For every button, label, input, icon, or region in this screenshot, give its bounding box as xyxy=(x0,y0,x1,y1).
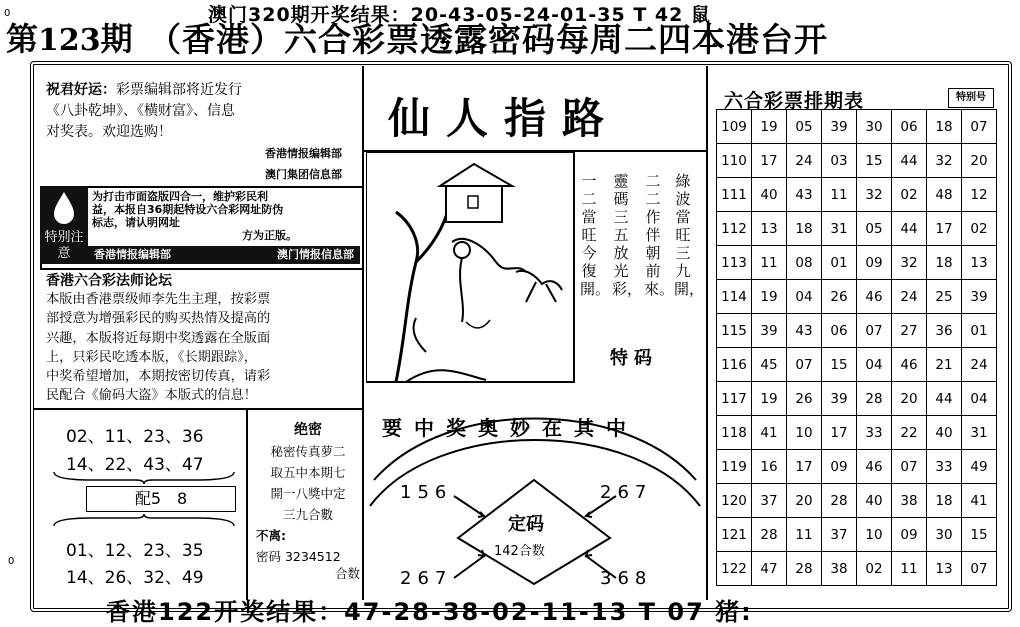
tebie-badge: 特别号 xyxy=(948,88,994,108)
number-row: 02、11、23、36 xyxy=(66,427,204,447)
forum-line: 中奖希望增加，本期按密切传真，请彩 xyxy=(46,369,271,385)
greeting-signature: 澳门集团信息部 xyxy=(265,168,342,181)
table-row xyxy=(717,280,997,314)
diamond-number: 267 xyxy=(600,482,653,503)
poem-column: 一二當旺今復開。 xyxy=(580,172,611,298)
number-cell: 33 xyxy=(927,450,962,484)
brace-icon xyxy=(52,514,236,528)
number-cell: 44 xyxy=(927,382,962,416)
table-row xyxy=(717,518,997,552)
table-row xyxy=(717,144,997,178)
poem-column: 二二作伴朝前來。 xyxy=(644,172,675,298)
special-number-cell: 13 xyxy=(962,246,997,280)
number-cell: 17 xyxy=(822,416,857,450)
number-cell: 31 xyxy=(822,212,857,246)
issue-cell: 109 xyxy=(717,110,752,144)
issue-cell: 116 xyxy=(717,348,752,382)
number-cell: 24 xyxy=(787,144,822,178)
number-row: 14、22、43、47 xyxy=(66,455,204,475)
number-cell: 16 xyxy=(752,450,787,484)
special-number-cell: 20 xyxy=(962,144,997,178)
table-row xyxy=(717,178,997,212)
number-cell: 17 xyxy=(752,144,787,178)
number-row: 14、26、32、49 xyxy=(66,568,204,588)
divider xyxy=(706,66,708,600)
issue-suffix: 期 xyxy=(100,20,133,58)
number-cell: 11 xyxy=(752,246,787,280)
number-cell: 46 xyxy=(892,348,927,382)
number-cell: 28 xyxy=(787,552,822,586)
issue-value: 123 xyxy=(38,23,101,58)
special-number-cell: 24 xyxy=(962,348,997,382)
number-cell: 44 xyxy=(892,144,927,178)
notice-signature: 香港情报编辑部 xyxy=(94,248,171,261)
number-cell: 11 xyxy=(822,178,857,212)
tema-label: 特码 xyxy=(610,348,658,369)
number-cell: 06 xyxy=(892,110,927,144)
forum-title: 香港六合彩法师论坛 xyxy=(46,273,172,289)
number-row: 01、12、23、35 xyxy=(66,541,204,561)
forum-body xyxy=(46,290,364,406)
special-number-cell: 39 xyxy=(962,280,997,314)
number-cell: 32 xyxy=(927,144,962,178)
number-cell: 01 xyxy=(822,246,857,280)
secret-line: 三九合數 xyxy=(282,507,333,522)
greeting-block xyxy=(46,80,356,185)
number-cell: 46 xyxy=(857,450,892,484)
secret-buli: 不离: xyxy=(256,528,286,543)
issue-cell: 110 xyxy=(717,144,752,178)
number-cell: 46 xyxy=(857,280,892,314)
table-row xyxy=(717,484,997,518)
number-cell: 47 xyxy=(752,552,787,586)
issue-cell: 118 xyxy=(717,416,752,450)
poem-column: 靈碼三五放光彩， xyxy=(612,172,643,298)
secret-code: 密码 3234512 xyxy=(256,549,341,564)
number-cell: 28 xyxy=(857,382,892,416)
number-cell: 18 xyxy=(927,110,962,144)
number-cell: 02 xyxy=(892,178,927,212)
number-cell: 05 xyxy=(857,212,892,246)
number-cell: 07 xyxy=(787,348,822,382)
number-cell: 45 xyxy=(752,348,787,382)
number-cell: 37 xyxy=(752,484,787,518)
number-cell: 03 xyxy=(822,144,857,178)
number-cell: 13 xyxy=(927,552,962,586)
special-number-cell: 01 xyxy=(962,314,997,348)
number-cell: 40 xyxy=(752,178,787,212)
notice-line: 标志，请认明网址 xyxy=(92,216,180,229)
number-cell: 36 xyxy=(927,314,962,348)
issue-cell: 111 xyxy=(717,178,752,212)
hk-result-banner: 香港122开奖结果：47-28-38-02-11-13 T 07 猪: xyxy=(106,598,753,626)
number-cell: 22 xyxy=(892,416,927,450)
issue-number xyxy=(6,14,133,60)
margin-mark: 0 xyxy=(8,556,15,567)
number-cell: 10 xyxy=(787,416,822,450)
forum-line: 本版由香港票级师李先生主理，按彩票 xyxy=(46,292,271,307)
number-cell: 07 xyxy=(892,450,927,484)
number-cell: 25 xyxy=(927,280,962,314)
margin-mark: 0 xyxy=(4,8,11,19)
immortal-illustration xyxy=(366,152,576,384)
notice-text xyxy=(92,190,354,242)
table-row xyxy=(717,416,997,450)
notice-badge xyxy=(40,186,88,264)
issue-prefix: 第 xyxy=(6,20,39,58)
number-cell: 30 xyxy=(927,518,962,552)
forum-line: 上，只彩民吃透本版，《长期跟踪》， xyxy=(46,349,257,365)
number-cell: 48 xyxy=(927,178,962,212)
table-row xyxy=(717,348,997,382)
forum-line: 部授意为增强彩民的购买热情及提高的 xyxy=(46,311,271,327)
table-title: 六合彩票排期表 xyxy=(724,90,865,112)
secret-line: 秘密传真萝二 xyxy=(270,444,346,459)
number-cell: 11 xyxy=(787,518,822,552)
forum-line: 民配合《偷码大盗》本版式的信息！ xyxy=(46,388,257,404)
number-cell: 24 xyxy=(892,280,927,314)
number-cell: 09 xyxy=(822,450,857,484)
number-cell: 04 xyxy=(857,348,892,382)
number-cell: 08 xyxy=(787,246,822,280)
number-cell: 15 xyxy=(857,144,892,178)
diamond-number: 267 xyxy=(400,568,453,589)
secret-block xyxy=(256,420,360,581)
diamond-number: 368 xyxy=(600,568,653,589)
number-cell: 39 xyxy=(752,314,787,348)
number-cell: 18 xyxy=(927,484,962,518)
number-cell: 18 xyxy=(927,246,962,280)
number-cell: 32 xyxy=(857,178,892,212)
special-number-cell: 31 xyxy=(962,416,997,450)
number-cell: 15 xyxy=(822,348,857,382)
number-cell: 39 xyxy=(822,382,857,416)
number-cell: 37 xyxy=(822,518,857,552)
special-number-cell: 07 xyxy=(962,552,997,586)
poem-column: 綠波當旺三九開， xyxy=(674,172,705,298)
issue-cell: 112 xyxy=(717,212,752,246)
greeting-title: 祝君好运： xyxy=(46,82,116,98)
issue-cell: 114 xyxy=(717,280,752,314)
divider xyxy=(34,408,362,410)
number-cell: 09 xyxy=(892,518,927,552)
special-number-cell: 49 xyxy=(962,450,997,484)
special-number-cell: 02 xyxy=(962,212,997,246)
number-cell: 33 xyxy=(857,416,892,450)
number-cell: 20 xyxy=(892,382,927,416)
number-cell: 20 xyxy=(787,484,822,518)
number-cell: 41 xyxy=(752,416,787,450)
special-number-cell: 04 xyxy=(962,382,997,416)
table-row xyxy=(717,212,997,246)
drop-icon xyxy=(40,186,88,226)
diamond-sublabel: 142合数 xyxy=(494,544,545,559)
forum-line: 兴趣，本版将近每期中奖透露在全版面 xyxy=(46,330,271,346)
table-row xyxy=(717,110,997,144)
greeting-line: 《八卦乾坤》、《横财富》、信息 xyxy=(46,103,235,119)
notice-line: 益，本报自36期起特设六合彩网址防伪 xyxy=(92,203,284,216)
diamond-label: 定码 xyxy=(508,514,544,535)
notice-signature: 澳门情报信息部 xyxy=(277,248,354,261)
issue-cell: 121 xyxy=(717,518,752,552)
number-cell: 06 xyxy=(822,314,857,348)
greeting-line: 对奖表。欢迎选购！ xyxy=(46,124,172,140)
number-cell: 19 xyxy=(752,280,787,314)
macau-result-banner: 澳门320期开奖结果：20-43-05-24-01-35 T 42 鼠 xyxy=(208,4,711,26)
number-cell: 04 xyxy=(787,280,822,314)
table-row xyxy=(717,314,997,348)
xian-title: 仙人指路 xyxy=(388,94,621,143)
number-cell: 02 xyxy=(857,552,892,586)
special-number-cell: 07 xyxy=(962,110,997,144)
number-cell: 40 xyxy=(857,484,892,518)
table-row xyxy=(717,552,997,586)
secret-line: 開一八獎中定 xyxy=(270,486,346,501)
number-cell: 09 xyxy=(857,246,892,280)
arc-slogan: 要中奖奥妙在其中 xyxy=(382,416,638,440)
number-cell: 39 xyxy=(822,110,857,144)
secret-title: 绝密 xyxy=(294,422,322,438)
number-cell: 28 xyxy=(752,518,787,552)
number-cell: 43 xyxy=(787,178,822,212)
number-cell: 17 xyxy=(927,212,962,246)
number-cell: 13 xyxy=(752,212,787,246)
notice-line: 方为正版。 xyxy=(242,229,297,242)
number-cell: 38 xyxy=(822,552,857,586)
table-row xyxy=(717,246,997,280)
number-cell: 38 xyxy=(892,484,927,518)
number-cell: 18 xyxy=(787,212,822,246)
diamond-number: 156 xyxy=(400,482,453,503)
notice-label: 特别注意 xyxy=(44,230,84,261)
greeting-line: 彩票编辑部将近发行 xyxy=(116,82,242,98)
secret-code-tail: 合数 xyxy=(334,566,360,581)
number-cell: 07 xyxy=(857,314,892,348)
number-cell: 05 xyxy=(787,110,822,144)
number-cell: 28 xyxy=(822,484,857,518)
special-number-cell: 12 xyxy=(962,178,997,212)
issue-cell: 122 xyxy=(717,552,752,586)
number-cell: 10 xyxy=(857,518,892,552)
special-number-cell: 41 xyxy=(962,484,997,518)
schedule-table xyxy=(716,109,997,586)
special-number-cell: 15 xyxy=(962,518,997,552)
number-cell: 40 xyxy=(927,416,962,450)
number-cell: 26 xyxy=(822,280,857,314)
number-cell: 32 xyxy=(892,246,927,280)
number-cell: 21 xyxy=(927,348,962,382)
divider xyxy=(246,410,248,600)
greeting-signature: 香港情报编辑部 xyxy=(265,147,342,160)
headline: （香港）六合彩票透露密码每周二四本港台开 xyxy=(148,20,828,59)
number-cell: 19 xyxy=(752,110,787,144)
issue-cell: 120 xyxy=(717,484,752,518)
number-cell: 30 xyxy=(857,110,892,144)
secret-line: 取五中本期七 xyxy=(270,465,346,480)
table-row xyxy=(717,382,997,416)
number-cell: 17 xyxy=(787,450,822,484)
notice-signature-bar xyxy=(88,246,360,264)
brace-icon xyxy=(52,470,236,484)
number-cell: 44 xyxy=(892,212,927,246)
number-cell: 26 xyxy=(787,382,822,416)
notice-line: 为打击市面盗版四合一，维护彩民利 xyxy=(92,190,268,203)
issue-cell: 119 xyxy=(717,450,752,484)
number-cell: 11 xyxy=(892,552,927,586)
pair-box: 配5 8 xyxy=(86,486,236,512)
number-cell: 27 xyxy=(892,314,927,348)
table-row xyxy=(717,450,997,484)
issue-cell: 113 xyxy=(717,246,752,280)
number-cell: 19 xyxy=(752,382,787,416)
issue-cell: 117 xyxy=(717,382,752,416)
issue-cell: 115 xyxy=(717,314,752,348)
number-cell: 43 xyxy=(787,314,822,348)
